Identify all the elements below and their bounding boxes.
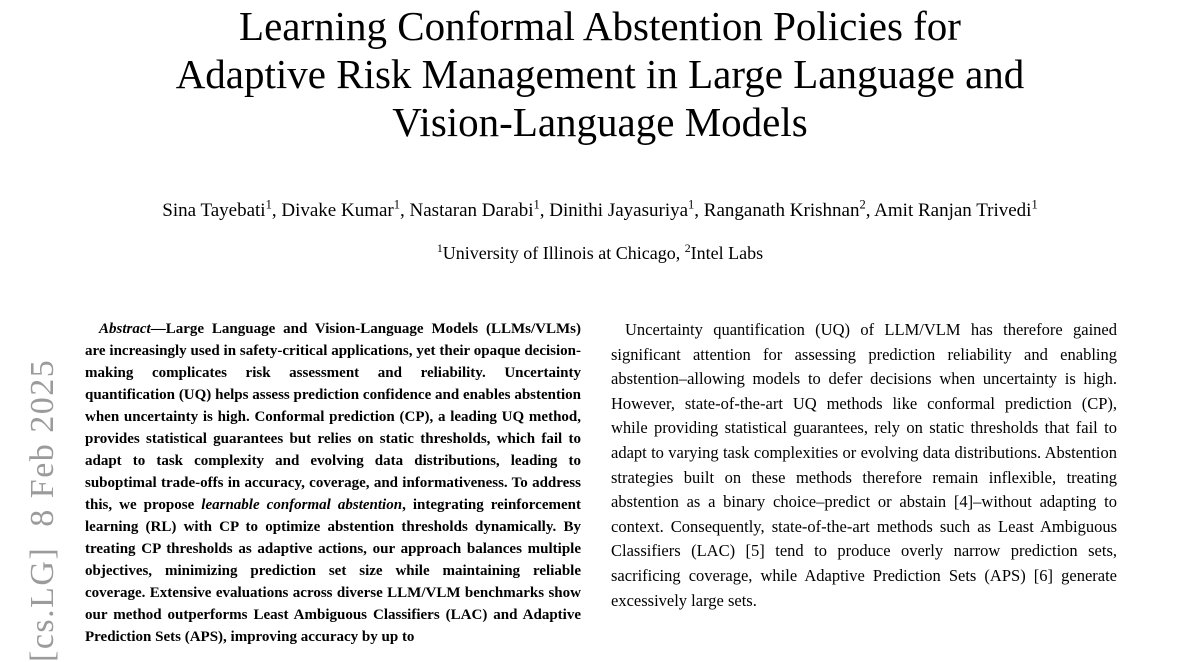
author: Dinithi Jayasuriya$^1$ bbox=[549, 197, 695, 221]
paper-title-line-3: Vision-Language Models bbox=[392, 99, 808, 145]
arxiv-watermark: [cs.LG] 8 Feb 2025 bbox=[24, 358, 61, 662]
authors-line: Sina Tayebati$^1$, Divake Kumar$^1$, Nastaran Darabi$^1$, Dinithi Jayasuriya$^1$, Ranganath Krishnan$^2$, Amit Ranjan Trivedi$^1$ bbox=[162, 197, 1038, 221]
abstract-label: Abstract bbox=[99, 321, 151, 337]
intro-paragraph: Uncertainty quantification (UQ) of LLM/VLM has therefore gained significant attention for assessing prediction reliability and enabling abstention–allowing models to defer decisions when uncertainty is high. However, state-of-the-art UQ methods like conformal prediction (CP), while providing statistical guarantees, rely on static thresholds that fail to adapt to varying task complexities or evolving data distributions. Abstention strategies built on these methods therefore remain inflexible, treating abstention as a binary choice–predict or abstain [4]–without adapting to context. Consequently, state-of-the-art methods such as Least Ambiguous Classifiers (LAC) [5] tend to produce overly narrow prediction sets, sacrificing coverage, while Adaptive Prediction Sets (APS) [6] generate excessively large sets. bbox=[611, 320, 1117, 610]
author: Divake Kumar$^1$ bbox=[281, 197, 401, 221]
affiliation: $^1$University of Illinois at Chicago bbox=[436, 241, 676, 263]
abstract-text-1: Large Language and Vision-Language Models (LLMs/VLMs) are increasingly used in safety-critical applications, yet their opaque decision-making complicates risk assessment and reliability. Uncertainty quantification (UQ) helps assess prediction confidence and enables abstention when uncertainty is high. Conformal prediction (CP), a leading UQ method, provides statistical guarantees but relies on static thresholds, which fail to adapt to task complexity and evolving data distributions, leading to suboptimal trade-offs in accuracy, coverage, and informativeness. To address this, we propose bbox=[85, 321, 581, 513]
abstract-column bbox=[85, 318, 581, 648]
intro-column bbox=[611, 318, 1117, 648]
author: Sina Tayebati$^1$ bbox=[162, 197, 272, 221]
abstract-text-2: , integrating reinforcement learning (RL) with CP to optimize abstention thresholds dynamically. By treating CP thresholds as adaptive actions, our approach balances multiple objectives, minimizing prediction set size while maintaining reliable coverage. Extensive evaluations across diverse LLM/VLM benchmarks show our method outperforms Least Ambiguous Classifiers (LAC) and Adaptive Prediction Sets (APS), improving accuracy by up to bbox=[85, 497, 581, 645]
paper-title-line-1: Learning Conformal Abstention Policies for bbox=[239, 3, 961, 49]
author: Ranganath Krishnan$^2$ bbox=[703, 197, 866, 221]
paper-title-line-2: Adaptive Risk Management in Large Language and bbox=[175, 51, 1025, 97]
author: Nastaran Darabi$^1$ bbox=[409, 197, 540, 221]
abstract-italic-phrase: learnable conformal abstention bbox=[201, 497, 403, 513]
affiliation: $^2$Intel Labs bbox=[684, 241, 764, 263]
two-column-body bbox=[85, 318, 1117, 648]
author: Amit Ranjan Trivedi$^1$ bbox=[874, 197, 1038, 221]
affiliations-line: $^1$University of Illinois at Chicago, $^2$Intel Labs bbox=[436, 241, 764, 263]
abstract-paragraph bbox=[85, 318, 581, 648]
abstract-dash: — bbox=[150, 321, 166, 337]
paper-title bbox=[0, 2, 1200, 146]
